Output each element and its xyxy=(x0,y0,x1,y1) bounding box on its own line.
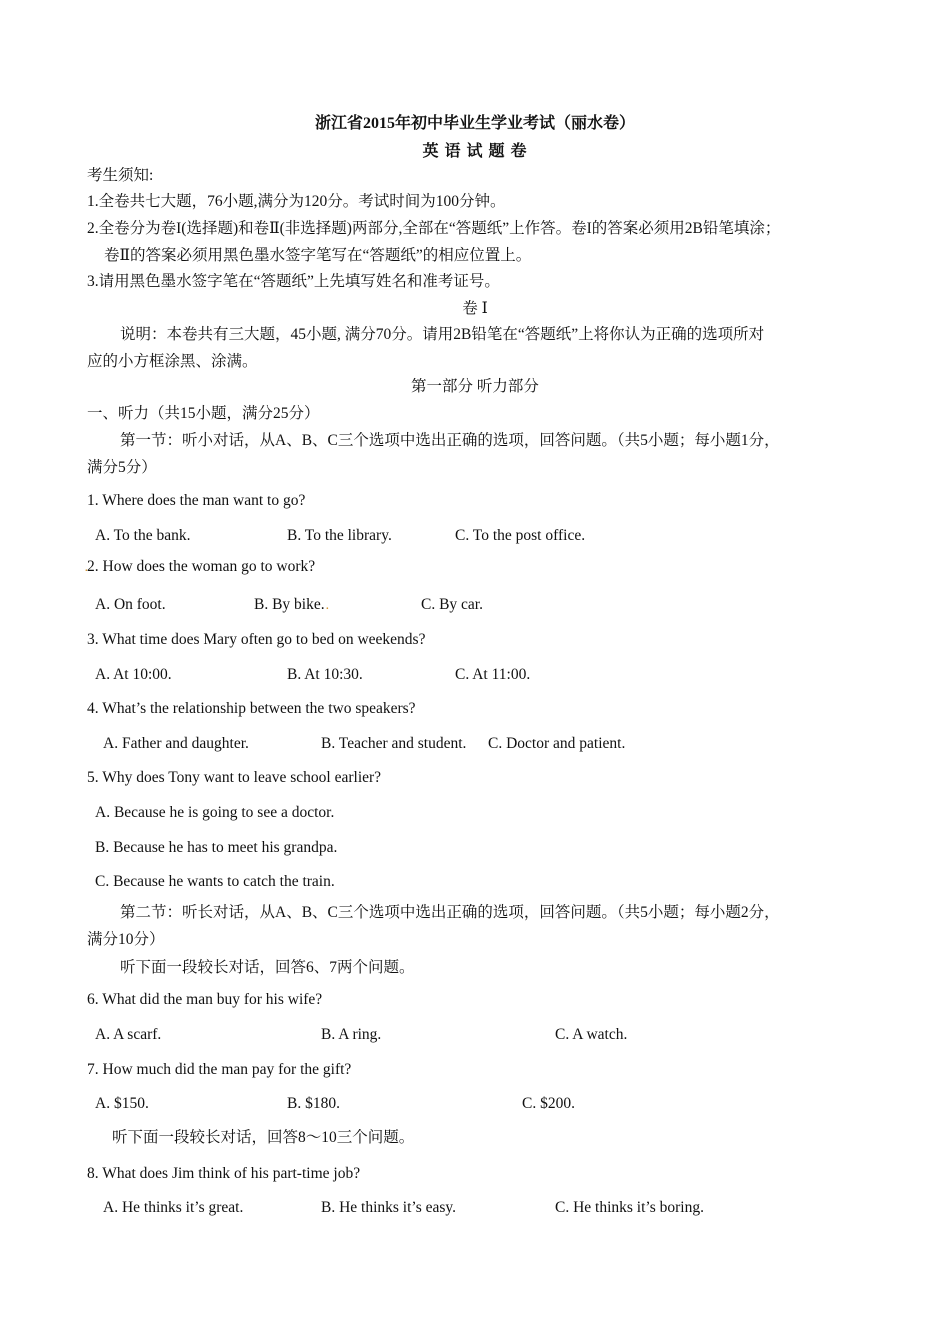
section2-instruction: 满分10分） xyxy=(87,931,165,948)
notice-item: 1.全卷共七大题，76小题,满分为120分。考试时间为100分钟。 xyxy=(87,193,506,210)
question-6: 6. What did the man buy for his wife? xyxy=(87,991,323,1008)
exam-subtitle: 英 语 试 题 卷 xyxy=(422,143,528,160)
question-4: 4. What’s the relationship between the two speakers? xyxy=(87,700,416,717)
option-5c: C. Because he wants to catch the train. xyxy=(95,873,335,890)
part-title: 第一部分 听力部分 xyxy=(411,378,539,395)
section1-instruction: 满分5分） xyxy=(87,459,157,476)
option-3a: A. At 10:00. xyxy=(95,666,172,683)
volume-label: 卷 Ⅰ xyxy=(462,300,488,317)
question-2: 2. How does the woman go to work? xyxy=(87,558,316,575)
option-4b: B. Teacher and student. xyxy=(321,735,467,752)
dialog-note: 听下面一段较长对话，回答6、7两个问题。 xyxy=(120,959,415,976)
notice-item: 2.全卷分为卷I(选择题)和卷Ⅱ(非选择题)两部分,全部在“答题纸”上作答。卷I的答案必须用2B铅笔填涂； xyxy=(87,220,781,237)
option-2a: A. On foot. xyxy=(95,596,166,613)
notice-item: 卷Ⅱ的答案必须用黑色墨水签字笔写在“答题纸”的相应位置上。 xyxy=(104,247,532,264)
option-7a: A. $150. xyxy=(95,1095,149,1112)
question-1: 1. Where does the man want to go? xyxy=(87,492,306,509)
option-4a: A. Father and daughter. xyxy=(103,735,249,752)
option-2c: C. By car. xyxy=(421,596,483,613)
exam-title: 浙江省2015年初中毕业生学业考试（丽水卷） xyxy=(314,115,635,132)
option-3b: B. At 10:30. xyxy=(287,666,363,683)
question-5: 5. Why does Tony want to leave school earlier? xyxy=(87,769,382,786)
option-2b: B. By bike. xyxy=(254,596,325,613)
option-7b: B. $180. xyxy=(287,1095,340,1112)
option-6b: B. A ring. xyxy=(321,1026,382,1043)
annotation-mark: · xyxy=(325,602,330,617)
option-5b: B. Because he has to meet his grandpa. xyxy=(95,839,338,856)
question-7: 7. How much did the man pay for the gift? xyxy=(87,1061,352,1078)
section-heading: 一、听力（共15小题，满分25分） xyxy=(87,405,320,422)
option-4c: C. Doctor and patient. xyxy=(488,735,626,752)
option-1b: B. To the library. xyxy=(287,527,392,544)
notice-heading: 考生须知: xyxy=(87,167,154,184)
option-6c: C. A watch. xyxy=(555,1026,628,1043)
option-8a: A. He thinks it’s great. xyxy=(103,1199,244,1216)
question-3: 3. What time does Mary often go to bed on weekends? xyxy=(87,631,426,648)
option-8b: B. He thinks it’s easy. xyxy=(321,1199,457,1216)
annotation-mark: · xyxy=(84,564,89,579)
section2-instruction: 第二节：听长对话，从A、B、C三个选项中选出正确的选项，回答问题。（共5小题；每小题2分， xyxy=(120,904,780,921)
option-6a: A. A scarf. xyxy=(95,1026,162,1043)
option-1a: A. To the bank. xyxy=(95,527,191,544)
dialog-note: 听下面一段较长对话，回答8～10三个问题。 xyxy=(112,1129,415,1146)
option-8c: C. He thinks it’s boring. xyxy=(555,1199,704,1216)
section1-instruction: 第一节：听小对话，从A、B、C三个选项中选出正确的选项，回答问题。（共5小题；每小题1分， xyxy=(120,432,780,449)
notice-item: 3.请用黑色墨水签字笔在“答题纸”上先填写姓名和准考证号。 xyxy=(87,273,500,290)
volume-description: 应的小方框涂黑、涂满。 xyxy=(87,353,258,370)
option-5a: A. Because he is going to see a doctor. xyxy=(95,804,335,821)
question-8: 8. What does Jim think of his part-time job? xyxy=(87,1165,361,1182)
volume-description: 说明：本卷共有三大题，45小题, 满分70分。请用2B铅笔在“答题纸”上将你认为正确的选项所对 xyxy=(120,326,765,343)
option-1c: C. To the post office. xyxy=(455,527,586,544)
option-3c: C. At 11:00. xyxy=(455,666,531,683)
option-7c: C. $200. xyxy=(522,1095,575,1112)
